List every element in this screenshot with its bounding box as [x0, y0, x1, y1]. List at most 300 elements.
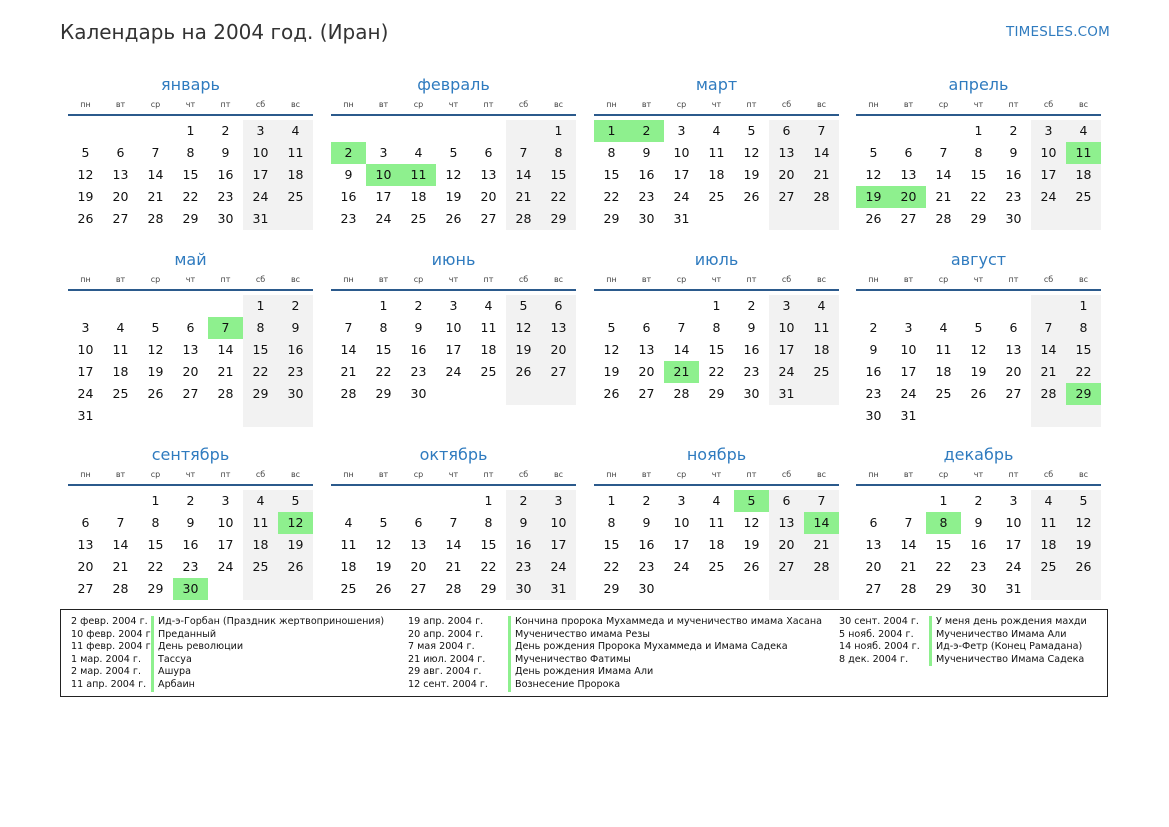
day-cell: 12: [603, 342, 620, 357]
day-cell: 23: [340, 211, 357, 226]
day-cell: 21: [217, 364, 234, 379]
day-cell: 8: [607, 515, 616, 530]
day-cell: 15: [603, 167, 620, 182]
month-name: декабрь: [943, 445, 1014, 464]
day-cell: 19: [856, 186, 891, 208]
empty-cell: [891, 490, 926, 512]
holiday-date: 21 июл. 2004 г.: [408, 653, 486, 665]
empty-cell: [926, 295, 961, 317]
day-cell: 3: [769, 295, 804, 317]
day-cell: 23: [182, 559, 199, 574]
empty-cell: [1066, 578, 1101, 600]
day-cell: 5: [449, 145, 458, 160]
day-cell: 27: [182, 386, 199, 401]
empty-cell: [436, 383, 471, 405]
day-cell: 5: [747, 123, 756, 138]
day-cell: 28: [804, 556, 839, 578]
day-cell: 5: [607, 320, 616, 335]
holiday-date: 20 апр. 2004 г.: [408, 628, 484, 640]
weekday-label: ср: [150, 100, 161, 109]
day-cell: 13: [182, 342, 199, 357]
holiday-name: Мученичество Имама Али: [929, 629, 1066, 642]
day-cell: 28: [112, 581, 129, 596]
empty-cell: [331, 295, 366, 317]
day-cell: 20: [1005, 364, 1022, 379]
weekday-header: [68, 98, 313, 116]
weekday-label: вт: [641, 275, 652, 284]
day-cell: 8: [1066, 317, 1101, 339]
day-cell: 13: [480, 167, 497, 182]
day-cell: 29: [935, 581, 952, 596]
day-cell: 3: [81, 320, 90, 335]
weekday-label: чт: [973, 100, 984, 109]
day-cell: 26: [506, 361, 541, 383]
weekday-label: чт: [448, 100, 459, 109]
day-cell: 26: [970, 386, 987, 401]
day-cell: 20: [769, 164, 804, 186]
weekday-label: пт: [746, 275, 757, 284]
day-cell: 10: [366, 164, 401, 186]
holiday-date: 30 сент. 2004 г.: [839, 616, 919, 627]
empty-cell: [804, 208, 839, 230]
day-cell: 20: [77, 559, 94, 574]
day-cell: 21: [804, 534, 839, 556]
day-cell: 9: [186, 515, 195, 530]
day-cell: 19: [375, 559, 392, 574]
weekday-label: ср: [150, 470, 161, 479]
empty-cell: [629, 295, 664, 317]
holiday-date: 2 февр. 2004 г.: [71, 616, 148, 627]
holiday-name: День рождения Имама Али: [508, 666, 653, 679]
legend-row: [71, 616, 384, 629]
day-cell: 25: [804, 361, 839, 383]
day-cell: 17: [375, 189, 392, 204]
day-cell: 20: [865, 559, 882, 574]
day-cell: 13: [541, 317, 576, 339]
weekday-label: чт: [711, 470, 722, 479]
legend-row: [839, 616, 1087, 629]
weekday-label: пт: [746, 470, 757, 479]
day-cell: 27: [900, 211, 917, 226]
weekday-label: чт: [448, 275, 459, 284]
month-name: октябрь: [419, 445, 488, 464]
day-cell: 28: [147, 211, 164, 226]
day-cell: 3: [221, 493, 230, 508]
weekday-label: ср: [938, 100, 949, 109]
day-cell: 30: [173, 578, 208, 600]
day-cell: 6: [869, 515, 878, 530]
day-cell: 6: [414, 515, 423, 530]
empty-cell: [1031, 295, 1066, 317]
empty-cell: [926, 120, 961, 142]
day-cell: 25: [935, 386, 952, 401]
day-cell: 15: [541, 164, 576, 186]
day-cell: 18: [708, 537, 725, 552]
empty-cell: [68, 120, 103, 142]
day-cell: 22: [182, 189, 199, 204]
month-block: [594, 442, 839, 600]
day-cell: 8: [926, 512, 961, 534]
weekday-label: сб: [518, 100, 529, 109]
empty-cell: [471, 120, 506, 142]
day-cell: 31: [77, 408, 94, 423]
day-cell: 25: [480, 364, 497, 379]
day-cell: 19: [603, 364, 620, 379]
weekday-label: сб: [255, 275, 266, 284]
day-cell: 22: [970, 189, 987, 204]
day-cell: 18: [935, 364, 952, 379]
holiday-date: 2 мар. 2004 г.: [71, 666, 142, 678]
day-cell: 20: [541, 339, 576, 361]
day-cell: 5: [974, 320, 983, 335]
weekday-label: вс: [553, 100, 564, 109]
day-cell: 18: [410, 189, 427, 204]
legend-row: [408, 629, 822, 642]
day-cell: 3: [379, 145, 388, 160]
empty-cell: [401, 120, 436, 142]
weekday-label: сб: [255, 100, 266, 109]
day-cell: 13: [410, 537, 427, 552]
weekday-label: вт: [115, 470, 126, 479]
empty-cell: [1031, 208, 1066, 230]
day-cell: 6: [541, 295, 576, 317]
empty-cell: [278, 405, 313, 427]
weekday-label: чт: [185, 470, 196, 479]
empty-cell: [891, 295, 926, 317]
day-cell: 7: [939, 145, 948, 160]
day-cell: 15: [147, 537, 164, 552]
day-cell: 17: [1031, 164, 1066, 186]
day-cell: 11: [935, 342, 952, 357]
day-cell: 7: [208, 317, 243, 339]
weekday-label: вт: [115, 100, 126, 109]
empty-cell: [1066, 405, 1101, 427]
weekday-header: [594, 273, 839, 291]
empty-cell: [138, 295, 173, 317]
holiday-date: 5 нояб. 2004 г.: [839, 628, 914, 640]
weekday-label: пн: [80, 100, 91, 109]
day-cell: 26: [375, 581, 392, 596]
legend-row: [71, 641, 384, 654]
empty-cell: [804, 578, 839, 600]
month-block: [68, 442, 313, 600]
weekday-label: чт: [185, 100, 196, 109]
day-cell: 19: [278, 534, 313, 556]
holiday-name: Мученичество имама Резы: [508, 629, 650, 642]
holiday-name: Ид-э-Горбан (Праздник жертвоприношения): [151, 616, 384, 629]
day-cell: 25: [1066, 186, 1101, 208]
weekday-label: пт: [483, 470, 494, 479]
day-cell: 28: [1031, 383, 1066, 405]
month-block: [331, 442, 576, 600]
day-cell: 4: [116, 320, 125, 335]
day-cell: 15: [1066, 339, 1101, 361]
month-block: [856, 247, 1101, 427]
day-cell: 14: [147, 167, 164, 182]
day-cell: 3: [677, 123, 686, 138]
day-cell: 29: [708, 386, 725, 401]
day-cell: 9: [747, 320, 756, 335]
day-cell: 29: [182, 211, 199, 226]
day-cell: 1: [712, 298, 721, 313]
day-cell: 29: [147, 581, 164, 596]
weekday-label: пт: [483, 275, 494, 284]
day-cell: 15: [708, 342, 725, 357]
day-cell: 27: [769, 556, 804, 578]
day-cell: 17: [900, 364, 917, 379]
weekday-label: вс: [290, 470, 301, 479]
empty-cell: [366, 490, 401, 512]
legend-row: [839, 654, 1087, 667]
month-block: [856, 442, 1101, 600]
day-cell: 1: [186, 123, 195, 138]
day-cell: 21: [506, 186, 541, 208]
day-cell: 22: [603, 559, 620, 574]
day-cell: 5: [81, 145, 90, 160]
empty-cell: [138, 405, 173, 427]
day-cell: 1: [1066, 295, 1101, 317]
empty-cell: [856, 295, 891, 317]
day-cell: 17: [1005, 537, 1022, 552]
day-cell: 1: [594, 120, 629, 142]
month-name: сентябрь: [151, 445, 230, 464]
weekday-label: пн: [343, 100, 354, 109]
empty-cell: [769, 208, 804, 230]
day-cell: 3: [243, 120, 278, 142]
weekday-label: пн: [868, 470, 879, 479]
empty-cell: [278, 208, 313, 230]
legend-row: [408, 616, 822, 629]
day-cell: 17: [769, 339, 804, 361]
empty-cell: [1031, 405, 1066, 427]
weekday-label: чт: [185, 275, 196, 284]
day-cell: 7: [804, 490, 839, 512]
day-cell: 31: [243, 208, 278, 230]
day-cell: 27: [769, 186, 804, 208]
holiday-date: 1 мар. 2004 г.: [71, 653, 142, 665]
day-cell: 15: [480, 537, 497, 552]
day-cell: 26: [278, 556, 313, 578]
legend-row: [408, 679, 822, 692]
empty-cell: [173, 405, 208, 427]
day-cell: 21: [664, 361, 699, 383]
weekday-label: вс: [1078, 470, 1089, 479]
weekday-label: вс: [1078, 100, 1089, 109]
day-cell: 27: [480, 211, 497, 226]
day-cell: 4: [939, 320, 948, 335]
day-cell: 27: [410, 581, 427, 596]
legend-row: [839, 629, 1087, 642]
day-cell: 18: [278, 164, 313, 186]
day-cell: 23: [1005, 189, 1022, 204]
day-cell: 25: [243, 556, 278, 578]
day-cell: 12: [375, 537, 392, 552]
day-cell: 13: [900, 167, 917, 182]
weekday-label: сб: [255, 470, 266, 479]
day-cell: 17: [217, 537, 234, 552]
empty-cell: [664, 578, 699, 600]
empty-cell: [366, 120, 401, 142]
holiday-date: 8 дек. 2004 г.: [839, 653, 909, 665]
legend-row: [71, 654, 384, 667]
holiday-name: Арбаин: [151, 679, 195, 692]
day-cell: 13: [112, 167, 129, 182]
day-cell: 25: [278, 186, 313, 208]
day-grid: [331, 120, 576, 230]
day-cell: 22: [935, 559, 952, 574]
holiday-date: 7 мая 2004 г.: [408, 641, 475, 653]
month-block: [331, 247, 576, 405]
weekday-label: пн: [868, 100, 879, 109]
day-cell: 7: [116, 515, 125, 530]
day-cell: 26: [603, 386, 620, 401]
day-cell: 25: [340, 581, 357, 596]
weekday-label: вт: [903, 275, 914, 284]
day-cell: 30: [638, 211, 655, 226]
weekday-label: ср: [938, 470, 949, 479]
day-cell: 24: [769, 361, 804, 383]
empty-cell: [436, 120, 471, 142]
day-cell: 29: [1066, 383, 1101, 405]
day-cell: 9: [1009, 145, 1018, 160]
day-cell: 10: [769, 317, 804, 339]
weekday-label: пн: [606, 275, 617, 284]
weekday-label: пт: [1008, 275, 1019, 284]
legend-row: [839, 641, 1087, 654]
day-cell: 21: [900, 559, 917, 574]
day-cell: 14: [506, 164, 541, 186]
day-cell: 13: [1005, 342, 1022, 357]
empty-cell: [278, 578, 313, 600]
day-cell: 14: [217, 342, 234, 357]
day-cell: 30: [638, 581, 655, 596]
day-cell: 14: [340, 342, 357, 357]
day-cell: 5: [151, 320, 160, 335]
day-cell: 9: [344, 167, 353, 182]
legend-column: [71, 616, 384, 692]
day-cell: 6: [116, 145, 125, 160]
empty-cell: [804, 383, 839, 405]
holiday-name: Ид-э-Фетр (Конец Рамадана): [929, 641, 1082, 654]
page-title: Календарь на 2004 год. (Иран): [60, 20, 389, 44]
day-cell: 2: [747, 298, 756, 313]
day-cell: 16: [1005, 167, 1022, 182]
holiday-date: 11 апр. 2004 г.: [71, 678, 147, 690]
empty-cell: [926, 405, 961, 427]
empty-cell: [506, 120, 541, 142]
day-cell: 18: [1031, 534, 1066, 556]
day-cell: 14: [445, 537, 462, 552]
day-grid: [856, 120, 1101, 230]
day-cell: 23: [743, 364, 760, 379]
month-name: март: [695, 75, 738, 94]
weekday-label: пт: [1008, 100, 1019, 109]
day-cell: 29: [970, 211, 987, 226]
day-cell: 16: [340, 189, 357, 204]
day-cell: 17: [673, 537, 690, 552]
day-cell: 1: [484, 493, 493, 508]
day-cell: 5: [278, 490, 313, 512]
day-grid: [68, 490, 313, 600]
day-cell: 27: [865, 581, 882, 596]
empty-cell: [734, 578, 769, 600]
day-cell: 8: [186, 145, 195, 160]
weekday-label: сб: [518, 275, 529, 284]
weekday-header: [68, 273, 313, 291]
day-grid: [594, 120, 839, 230]
day-cell: 27: [1005, 386, 1022, 401]
empty-cell: [68, 490, 103, 512]
empty-cell: [471, 383, 506, 405]
month-name: июль: [694, 250, 739, 269]
day-cell: 9: [642, 145, 651, 160]
day-cell: 12: [278, 512, 313, 534]
day-cell: 13: [638, 342, 655, 357]
weekday-label: вс: [1078, 275, 1089, 284]
empty-cell: [436, 490, 471, 512]
day-cell: 23: [410, 364, 427, 379]
weekday-label: пт: [220, 100, 231, 109]
day-cell: 12: [77, 167, 94, 182]
day-cell: 2: [414, 298, 423, 313]
empty-cell: [103, 405, 138, 427]
day-cell: 5: [379, 515, 388, 530]
day-cell: 2: [278, 295, 313, 317]
holiday-date: 19 апр. 2004 г.: [408, 616, 484, 627]
holiday-legend: [60, 609, 1108, 697]
day-cell: 10: [673, 515, 690, 530]
day-cell: 11: [804, 317, 839, 339]
day-cell: 7: [904, 515, 913, 530]
day-cell: 10: [900, 342, 917, 357]
weekday-label: вт: [641, 100, 652, 109]
day-cell: 30: [217, 211, 234, 226]
weekday-label: ср: [413, 100, 424, 109]
day-cell: 4: [344, 515, 353, 530]
day-cell: 30: [743, 386, 760, 401]
legend-column: [839, 616, 1087, 666]
brand-link[interactable]: TIMESLES.COM: [1006, 24, 1110, 40]
day-cell: 7: [804, 120, 839, 142]
month-name: июнь: [431, 250, 476, 269]
empty-cell: [401, 490, 436, 512]
day-cell: 10: [541, 512, 576, 534]
empty-cell: [506, 383, 541, 405]
empty-cell: [173, 295, 208, 317]
day-cell: 6: [769, 490, 804, 512]
day-cell: 6: [1009, 320, 1018, 335]
day-cell: 1: [379, 298, 388, 313]
day-cell: 24: [541, 556, 576, 578]
day-cell: 7: [506, 142, 541, 164]
legend-column: [408, 616, 822, 692]
weekday-label: чт: [448, 470, 459, 479]
day-cell: 25: [708, 189, 725, 204]
day-cell: 29: [603, 581, 620, 596]
empty-cell: [856, 120, 891, 142]
day-cell: 14: [112, 537, 129, 552]
day-cell: 24: [445, 364, 462, 379]
day-cell: 11: [401, 164, 436, 186]
empty-cell: [594, 295, 629, 317]
weekday-label: вт: [641, 470, 652, 479]
day-cell: 20: [112, 189, 129, 204]
empty-cell: [699, 578, 734, 600]
day-cell: 28: [804, 186, 839, 208]
legend-row: [408, 654, 822, 667]
day-cell: 17: [243, 164, 278, 186]
day-cell: 13: [769, 512, 804, 534]
